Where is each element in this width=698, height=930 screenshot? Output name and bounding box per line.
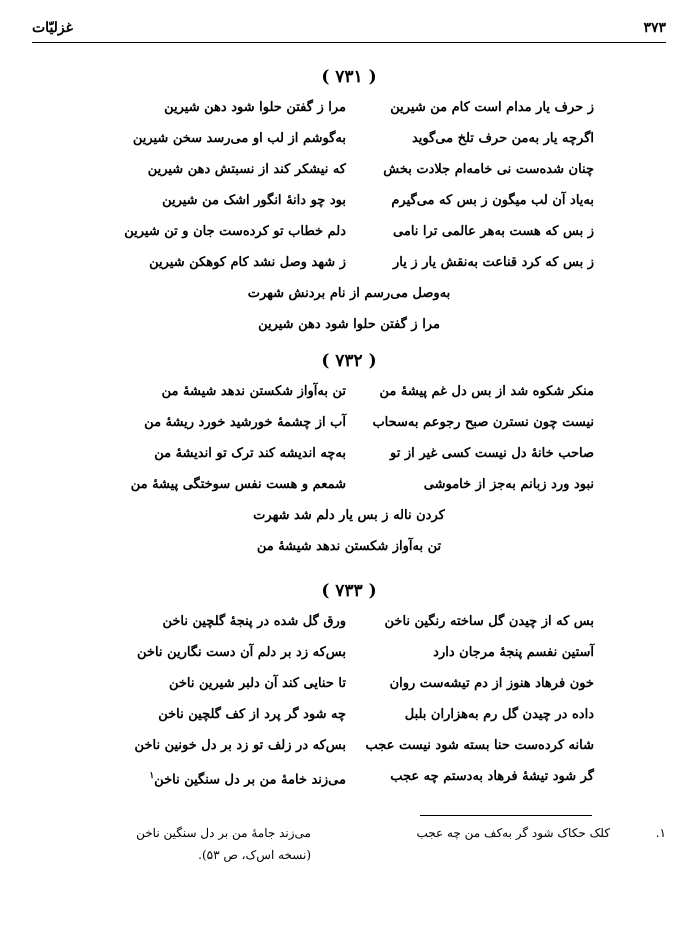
header-rule	[32, 42, 666, 43]
second-hemistich: ز شهد وصل نشد کام کوهکن شیرین	[149, 255, 346, 270]
closing-line-1: به‌وصل می‌رسم از نام بردنش شهرت	[247, 286, 451, 301]
footnote-marker: ۱	[149, 771, 155, 781]
first-hemistich: شانه کرده‌ست حنا بسته شود نیست عجب	[365, 738, 594, 753]
second-hemistich: تن به‌آواز شکستن ندهد شیشهٔ من	[161, 384, 346, 399]
running-title: غزلیّات	[32, 20, 73, 36]
couplet	[0, 123, 698, 154]
couplet	[0, 216, 698, 247]
first-hemistich: ز بس که کرد قناعت به‌نقش یار ز یار	[393, 255, 594, 270]
couplet	[0, 637, 698, 668]
second-hemistich: دلم خطاب تو کرده‌ست جان و تن شیرین	[124, 224, 346, 239]
couplet	[0, 407, 698, 438]
first-hemistich: چنان شده‌ست نی خامه‌ام جلادت بخش	[383, 162, 594, 177]
first-hemistich: ز حرف یار مدام است کام من شیرین	[390, 100, 594, 115]
footnote-second-hemistich: می‌زند جامهٔ من بر دل سنگین ناخن	[136, 826, 311, 840]
first-hemistich: داده در چیدن گل رم به‌هزاران بلبل	[404, 707, 594, 722]
first-hemistich: گر شود تیشهٔ فرهاد به‌دستم چه عجب	[390, 769, 594, 784]
first-hemistich: آستین نفسم پنجهٔ مرجان دارد	[433, 645, 594, 660]
second-hemistich: به‌چه اندیشه کند ترک تو اندیشهٔ من	[154, 446, 346, 461]
couplet	[0, 154, 698, 185]
first-hemistich: خون فرهاد هنوز از دم تیشه‌ست روان	[389, 676, 594, 691]
page-header	[32, 14, 666, 40]
second-hemistich	[98, 761, 346, 795]
couplet	[0, 376, 698, 407]
first-hemistich: ز بس که هست به‌هر عالمی ترا نامی	[393, 224, 594, 239]
first-hemistich: منکر شکوه شد از بس دل غم پیشهٔ من	[379, 384, 594, 399]
couplet	[0, 438, 698, 469]
footnote-rule	[420, 815, 592, 816]
second-hemistich: ورق گل شده در پنجهٔ گلچین ناخن	[162, 614, 346, 629]
second-hemistich: مرا ز گفتن حلوا شود دهن شیرین	[164, 100, 346, 115]
second-hemistich: بس‌که در زلف تو زد بر دل خونین ناخن	[134, 738, 346, 753]
couplet	[0, 469, 698, 500]
footnote-source: (نسخه اس‌ک، ص ۵۳).	[198, 848, 311, 862]
closing-line-2: تن به‌آواز شکستن ندهد شیشهٔ من	[256, 539, 442, 554]
poem-number: ( ۷۳۳ )	[321, 581, 377, 601]
second-hemistich: بود چو دانهٔ انگور اشک من شیرین	[162, 193, 346, 208]
second-hemistich: به‌گوشم از لب او می‌رسد سخن شیرین	[132, 131, 346, 146]
second-hemistich: شمعم و هست نفس سوختگی پیشهٔ من	[130, 477, 346, 492]
first-hemistich: صاحب خانهٔ دل نیست کسی غیر از تو	[390, 446, 594, 461]
hemistich-text: می‌زند خامهٔ من بر دل سنگین ناخن	[154, 772, 346, 788]
couplet	[0, 761, 698, 792]
first-hemistich: اگرچه یار به‌من حرف تلخ می‌گوید	[411, 131, 594, 146]
first-hemistich: نیست چون نسترن صبح رجوعم به‌سحاب	[372, 415, 594, 430]
second-hemistich: تا حنایی کند آن دلبر شیرین ناخن	[168, 676, 346, 691]
second-hemistich: که نیشکر کند از نسبتش دهن شیرین	[147, 162, 346, 177]
footnote-number: ۱.	[655, 826, 666, 840]
couplet	[0, 92, 698, 123]
couplet	[0, 730, 698, 761]
poem-number: ( ۷۳۱ )	[321, 67, 377, 87]
first-hemistich: بس که از چیدن گل ساخته رنگین ناخن	[384, 614, 594, 629]
couplet	[0, 699, 698, 730]
closing-line-2: مرا ز گفتن حلوا شود دهن شیرین	[258, 317, 440, 332]
first-hemistich: نبود ورد زبانم به‌جز از خاموشی	[423, 477, 594, 492]
poem-number: ( ۷۳۲ )	[321, 351, 377, 371]
footnote-first-hemistich: کلک حکاک شود گر به‌کف من چه عجب	[416, 826, 610, 840]
couplet	[0, 606, 698, 637]
second-hemistich: بس‌که زد بر دلم آن دست نگارین ناخن	[137, 645, 346, 660]
first-hemistich: به‌یاد آن لب میگون ز بس که می‌گیرم	[391, 193, 594, 208]
couplet	[0, 185, 698, 216]
second-hemistich: چه شود گر پرد از کف گلچین ناخن	[158, 707, 346, 722]
poem-732	[0, 346, 698, 562]
poem-733	[0, 576, 698, 792]
couplet	[0, 668, 698, 699]
poem-731	[0, 62, 698, 340]
couplet	[0, 247, 698, 278]
page-number: ۳۷۳	[643, 20, 666, 36]
closing-line-1: کردن ناله ز بس یار دلم شد شهرت	[253, 508, 445, 523]
second-hemistich: آب از چشمهٔ خورشید خورد ریشهٔ من	[144, 415, 346, 430]
